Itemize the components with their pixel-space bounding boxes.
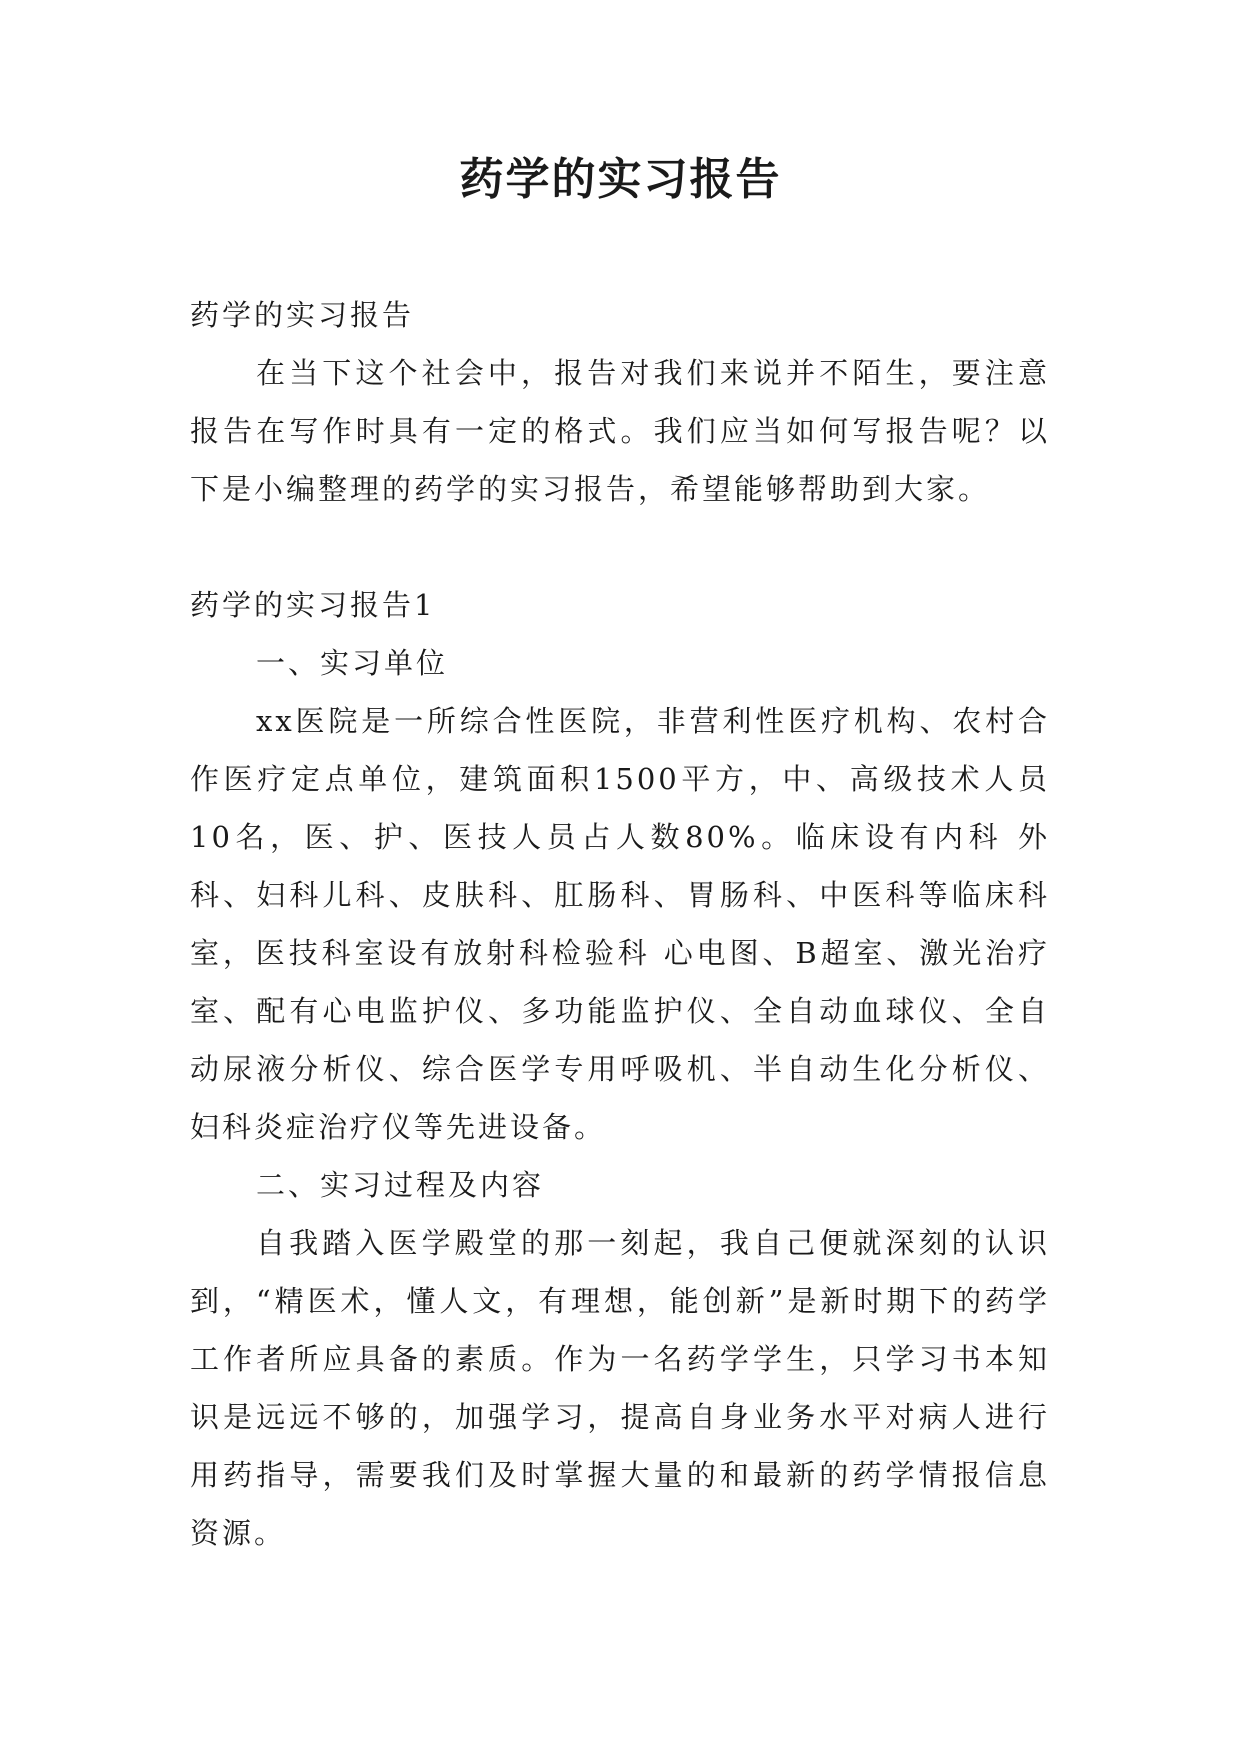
unit-paragraph: xx医院是一所综合性医院，非营利性医疗机构、农村合作医疗定点单位，建筑面积1500平方，中、高级技术人员10名，医、护、医技人员占人数80%。临床设有内科 外科、妇科儿科、皮肤科、肛肠科、胃肠科、中医科等临床科室，医技科室设有放射科检验科 心电图、B超室、激光治疗室、配有心电监护仪、多功能监护仪、全自动血球仪、全自动尿液分析仪、综合医学专用呼吸机、半自动生化分析仪、妇科炎症治疗仪等先进设备。 — [190, 704, 1050, 1144]
document-title: 药学的实习报告 — [459, 154, 782, 205]
process-paragraph: 自我踏入医学殿堂的那一刻起，我自己便就深刻的认识到，“精医术，懂人文，有理想，能创新”是新时期下的药学工作者所应具备的素质。作为一名药学学生，只学习书本知识是远远不够的，加强学习，提高自身业务水平对病人进行用药指导，需要我们及时掌握大量的和最新的药学情报信息资源。 — [190, 1226, 1050, 1550]
intro-paragraph: 在当下这个社会中，报告对我们来说并不陌生，要注意报告在写作时具有一定的格式。我们应当如何写报告呢？以下是小编整理的药学的实习报告，希望能够帮助到大家。 — [190, 356, 1050, 506]
subsection-heading-unit: 一、实习单位 — [256, 646, 449, 680]
document-subtitle: 药学的实习报告 — [190, 298, 415, 332]
section-heading: 药学的实习报告1 — [190, 588, 436, 622]
subsection-heading-process: 二、实习过程及内容 — [256, 1168, 545, 1202]
